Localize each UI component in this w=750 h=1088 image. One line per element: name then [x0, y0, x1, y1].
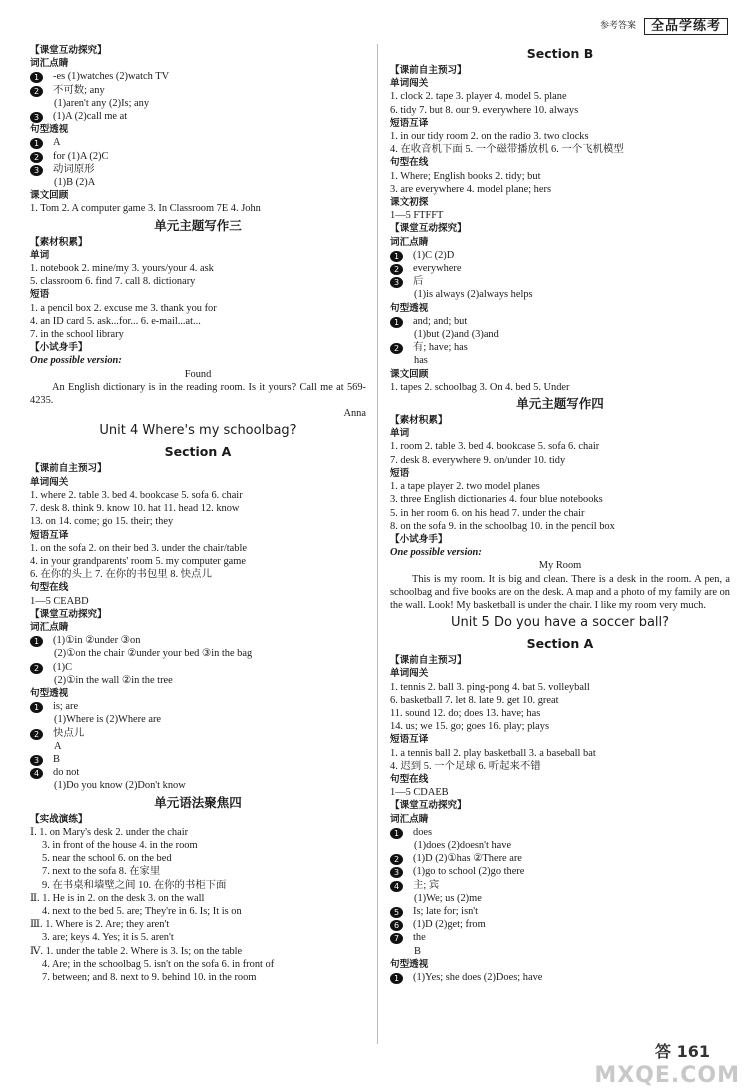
answer-line: 1. a tennis ball 2. play basketball 3. a baseball bat: [390, 747, 596, 759]
subheading: 句型在线: [30, 582, 69, 594]
numbered-answer: [30, 70, 366, 83]
circled-number-icon: 1: [390, 973, 403, 984]
circled-number-icon: 4: [30, 768, 43, 779]
numbered-answer: [390, 918, 730, 931]
circled-number-icon: 2: [390, 343, 403, 354]
circled-number-icon: 3: [30, 112, 43, 123]
answer-text: the: [413, 932, 426, 944]
answer-line: 6. 在你的头上 7. 在你的书包里 8. 快点儿: [30, 569, 212, 581]
right-column: [390, 44, 730, 984]
circled-number-icon: 2: [30, 729, 43, 740]
answer-line: Ⅰ. 1. on Mary's desk 2. under the chair: [30, 826, 189, 838]
indented-answer: has: [414, 355, 428, 367]
indented-answer: (1)but (2)and (3)and: [414, 329, 499, 341]
circled-number-icon: 3: [30, 165, 43, 176]
answer-text: (1)Yes; she does (2)Does; have: [413, 972, 543, 983]
subheading: 单词闯关: [390, 78, 429, 90]
roman-sub-answer: 5. near the school 6. on the bed: [42, 853, 172, 865]
answer-text: (1)A (2)call me at: [53, 111, 128, 123]
unit-title: Unit 5 Do you have a soccer ball?: [450, 615, 670, 631]
subheading: 短语: [390, 467, 410, 479]
answer-line: Ⅲ. 1. Where is 2. Are; they aren't: [30, 919, 170, 931]
circled-number-icon: 5: [390, 907, 403, 918]
subheading: 单词: [390, 428, 410, 440]
column-divider: [377, 44, 378, 1044]
circled-number-icon: 1: [30, 702, 43, 713]
numbered-answer: [390, 249, 730, 262]
subheading: 句型透视: [30, 687, 69, 699]
section-tag: 【课前自主预习】: [390, 65, 467, 76]
section-tag: 【课堂互动探究】: [390, 800, 467, 812]
answer-line: 14. us; we 15. go; goes 16. play; plays: [390, 721, 550, 733]
answer-text: A: [53, 137, 61, 149]
circled-number-icon: 2: [390, 854, 403, 865]
answer-text: (1)C: [53, 661, 73, 673]
subheading: 句型透视: [30, 124, 69, 136]
sample-label: One possible version:: [390, 547, 482, 559]
answer-line: 4. in your grandparents' room 5. my computer game: [30, 555, 246, 567]
answer-line: 6. basketball 7. let 8. late 9. get 10. great: [390, 694, 559, 706]
roman-sub-answer: 7. between; and 8. next to 9. behind 10. in the room: [42, 972, 257, 983]
left-column: [30, 44, 366, 984]
answer-text: (1)D (2)get; from: [413, 919, 486, 931]
answer-line: 1. Tom 2. A computer game 3. In Classroom 7E 4. John: [30, 203, 261, 215]
answer-line: 3. are everywhere 4. model plane; hers: [390, 183, 551, 195]
section-title: Section B: [526, 46, 594, 61]
indented-answer: (1)is always (2)always helps: [414, 289, 533, 301]
roman-sub-answer: 4. next to the bed 5. are; They're in 6. Is; It is on: [42, 905, 242, 917]
numbered-answer: [390, 826, 730, 839]
circled-number-icon: 1: [30, 138, 43, 149]
answer-line: 5. classroom 6. find 7. call 8. dictionary: [30, 276, 196, 288]
indented-answer: (1)Where is (2)Where are: [54, 714, 162, 726]
section-tag: 【小试身手】: [30, 342, 88, 354]
subheading: 句型在线: [390, 157, 429, 169]
answer-line: 7. desk 8. everywhere 9. on/under 10. tidy: [390, 454, 566, 466]
numbered-answer: [30, 634, 366, 647]
circled-number-icon: 7: [390, 933, 403, 944]
subheading: 词汇点睛: [390, 813, 429, 825]
essay-paragraph: An English dictionary is in the reading room. Is it yours? Call me at 569-4235.: [30, 381, 366, 407]
indented-answer: (1)aren't any (2)Is; any: [54, 97, 150, 109]
essay-title: My Room: [538, 560, 582, 572]
numbered-answer: [30, 110, 366, 123]
circled-number-icon: 2: [390, 264, 403, 275]
header-subtitle: 参考答案: [599, 21, 636, 31]
answer-line: 1. a pencil box 2. excuse me 3. thank you for: [30, 302, 217, 314]
answer-line: 4. an ID card 5. ask...for... 6. e-mail...at...: [30, 315, 201, 327]
roman-sub-answer: 3. are; keys 4. Yes; it is 5. aren't: [42, 932, 174, 944]
section-tag: 【课前自主预习】: [30, 463, 107, 475]
section-tag: 【素材积累】: [30, 236, 88, 248]
subheading: 单词: [30, 249, 50, 261]
section-title: Section A: [164, 444, 232, 460]
answer-text: 动词原形: [53, 163, 95, 175]
answer-line: 7. in the school library: [30, 329, 124, 341]
circled-number-icon: 3: [390, 867, 403, 878]
answer-text: B: [53, 753, 60, 765]
numbered-answer: [390, 865, 730, 878]
circled-number-icon: 1: [30, 72, 43, 83]
section-title: 单元主题写作三: [154, 217, 242, 233]
answer-line: 11. sound 12. do; does 13. have; has: [390, 707, 541, 719]
section-title: 单元主题写作四: [516, 396, 604, 412]
watermark: MXQE.COM: [594, 1062, 740, 1088]
circled-number-icon: 1: [390, 317, 403, 328]
subheading: 词汇点睛: [30, 621, 69, 633]
answer-line: 1—5 CEABD: [30, 595, 89, 607]
answer-text: 有; have; has: [413, 342, 468, 354]
circled-number-icon: 4: [390, 881, 403, 892]
answer-line: 1. on the sofa 2. on their bed 3. under the chair/table: [30, 542, 247, 554]
circled-number-icon: 1: [390, 251, 403, 262]
answer-line: 1. notebook 2. mine/my 3. yours/your 4. ask: [30, 263, 214, 275]
numbered-answer: [390, 879, 730, 892]
answer-text: do not: [53, 767, 80, 779]
answer-text: 后: [413, 276, 424, 288]
roman-sub-answer: 9. 在书桌和墙壁之间 10. 在你的书柜下面: [42, 879, 227, 891]
page-number: 答 161: [655, 1041, 710, 1061]
answer-text: (1)go to school (2)go there: [413, 866, 525, 878]
subheading: 句型在线: [390, 773, 429, 785]
essay-title: Found: [184, 368, 212, 380]
answer-text: 快点儿: [53, 727, 85, 739]
subheading: 词汇点睛: [30, 58, 69, 70]
numbered-answer: [30, 700, 366, 713]
section-title: 单元语法聚焦四: [154, 794, 242, 810]
numbered-answer: [390, 275, 730, 288]
subheading: 短语: [30, 289, 50, 301]
numbered-answer: [30, 753, 366, 766]
essay-paragraph: This is my room. It is big and clean. There is a desk in the room. A pen, a schoolbag and five books are on the desk. A map and a photo of my family are on the wall. Look! My basketball is under the chair. I like my room very much.: [390, 573, 730, 611]
circled-number-icon: 2: [30, 663, 43, 674]
section-tag: 【课堂互动探究】: [390, 223, 467, 235]
sample-label: One possible version:: [30, 355, 122, 367]
answer-line: 7. desk 8. think 9. know 10. hat 11. head 12. know: [30, 503, 240, 515]
answer-line: 1—5 FTFFT: [390, 210, 444, 222]
section-tag: 【实战演练】: [30, 813, 88, 825]
indented-answer: (1)B (2)A: [54, 177, 96, 189]
subheading: 句型透视: [390, 302, 429, 314]
subheading: 单词闯关: [30, 476, 69, 488]
subheading: 词汇点睛: [390, 236, 429, 248]
circled-number-icon: 1: [30, 636, 43, 647]
answer-line: 1. where 2. table 3. bed 4. bookcase 5. sofa 6. chair: [30, 489, 243, 501]
subheading: 短语互译: [390, 734, 429, 746]
circled-number-icon: 3: [30, 755, 43, 766]
answer-text: does: [413, 826, 433, 838]
answer-line: 8. on the sofa 9. in the schoolbag 10. in the pencil box: [390, 520, 615, 532]
answer-text: (1)C (2)D: [413, 249, 455, 261]
essay-signature: Anna: [343, 408, 366, 420]
roman-sub-answer: 7. next to the sofa 8. 在家里: [42, 866, 161, 878]
numbered-answer: [30, 136, 366, 149]
answer-text: 主; 宾: [413, 879, 440, 891]
answer-text: and; and; but: [413, 315, 468, 327]
numbered-answer: [30, 84, 366, 97]
numbered-answer: [30, 150, 366, 163]
circled-number-icon: 2: [30, 152, 43, 163]
answer-line: 1—5 CDAEB: [390, 787, 449, 799]
numbered-answer: [30, 661, 366, 674]
circled-number-icon: 6: [390, 920, 403, 931]
unit-title: Unit 4 Where's my schoolbag?: [99, 423, 297, 439]
indented-answer: (1)does (2)doesn't have: [414, 839, 512, 851]
indented-answer: (2)①in the wall ②in the tree: [54, 674, 173, 686]
answer-text: for (1)A (2)C: [53, 150, 109, 162]
section-tag: 【素材积累】: [390, 415, 448, 427]
header-brand: 全品学练考: [644, 18, 728, 35]
answer-text: -es (1)watches (2)watch TV: [53, 71, 170, 83]
numbered-answer: [390, 315, 730, 328]
indented-answer: (1)We; us (2)me: [414, 892, 482, 904]
answer-line: 5. in her room 6. on his head 7. under the chair: [390, 507, 585, 519]
roman-sub-answer: 3. in front of the house 4. in the room: [42, 839, 198, 851]
section-tag: 【课堂互动探究】: [30, 45, 107, 56]
answer-line: 1. in our tidy room 2. on the radio 3. two clocks: [390, 131, 589, 143]
section-tag: 【课堂互动探究】: [30, 608, 107, 620]
answer-text: 不可数; any: [53, 84, 105, 96]
numbered-answer: [390, 905, 730, 918]
answer-text: Is; late for; isn't: [413, 905, 479, 917]
answer-line: 1. clock 2. tape 3. player 4. model 5. plane: [390, 91, 567, 103]
indented-answer: B: [414, 945, 421, 957]
answer-line: 1. tennis 2. ball 3. ping-pong 4. bat 5. volleyball: [390, 681, 590, 693]
answer-line: 13. on 14. come; go 15. their; they: [30, 516, 174, 528]
answer-line: 1. room 2. table 3. bed 4. bookcase 5. sofa 6. chair: [390, 441, 600, 453]
circled-number-icon: 2: [30, 86, 43, 97]
numbered-answer: [30, 727, 366, 740]
answer-line: Ⅱ. 1. He is in 2. on the desk 3. on the wall: [30, 892, 205, 904]
answer-line: 6. tidy 7. but 8. our 9. everywhere 10. always: [390, 104, 579, 116]
page-header: [600, 18, 728, 35]
answer-line: Ⅳ. 1. under the table 2. Where is 3. Is; on the table: [30, 945, 243, 957]
numbered-answer: [390, 852, 730, 865]
subheading: 课文回顾: [390, 368, 429, 380]
answer-line: 4. 在收音机下面 5. 一个磁带播放机 6. 一个飞机模型: [390, 144, 624, 156]
numbered-answer: [30, 766, 366, 779]
subheading: 句型透视: [390, 958, 429, 970]
numbered-answer: [390, 931, 730, 944]
answer-text: is; are: [53, 701, 79, 713]
answer-line: 1. tapes 2. schoolbag 3. On 4. bed 5. Under: [390, 381, 570, 393]
section-tag: 【课前自主预习】: [390, 655, 467, 667]
numbered-answer: [390, 341, 730, 354]
subheading: 课文回顾: [30, 190, 69, 202]
numbered-answer: [30, 163, 366, 176]
answer-line: 1. a tape player 2. two model planes: [390, 481, 540, 493]
indented-answer: (1)Do you know (2)Don't know: [54, 780, 186, 792]
answer-line: 4. 迟到 5. 一个足球 6. 听起来不错: [390, 760, 541, 772]
circled-number-icon: 3: [390, 277, 403, 288]
section-tag: 【小试身手】: [390, 533, 448, 545]
answer-text: everywhere: [413, 263, 462, 275]
roman-sub-answer: 4. Are; in the schoolbag 5. isn't on the sofa 6. in front of: [42, 958, 275, 970]
circled-number-icon: 1: [390, 828, 403, 839]
answer-text: (1)D (2)①has ②There are: [413, 853, 522, 865]
subheading: 单词闯关: [390, 668, 429, 680]
subheading: 课文初探: [390, 197, 429, 209]
indented-answer: (2)①on the chair ②under your bed ③in the bag: [54, 648, 253, 660]
section-title: Section A: [526, 636, 594, 652]
numbered-answer: [390, 971, 730, 984]
subheading: 短语互译: [30, 529, 69, 541]
answer-text: (1)①in ②under ③on: [53, 635, 141, 647]
subheading: 短语互译: [390, 117, 429, 129]
indented-answer: A: [54, 740, 62, 752]
numbered-answer: [390, 262, 730, 275]
answer-line: 1. Where; English books 2. tidy; but: [390, 170, 541, 182]
answer-line: 3. three English dictionaries 4. four blue notebooks: [390, 494, 603, 506]
